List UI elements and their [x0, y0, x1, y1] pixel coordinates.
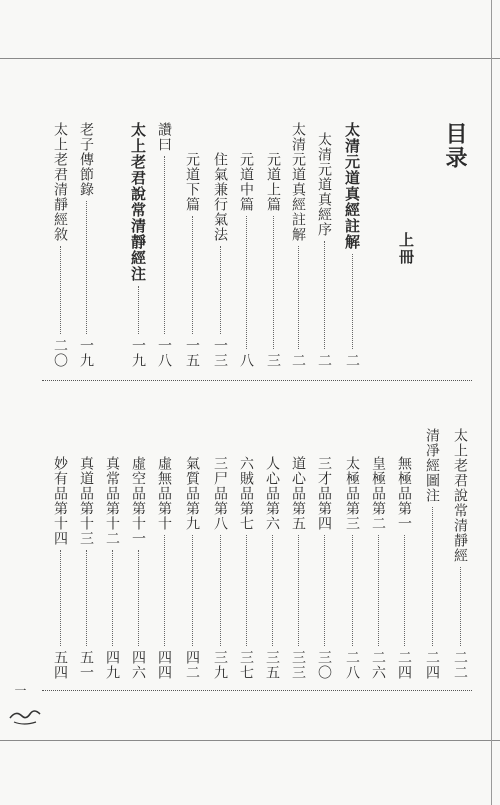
leader-dots: [164, 156, 165, 334]
toc-entry-title: 清凈經圖注: [424, 428, 440, 503]
leader-dots: [246, 216, 247, 349]
page-edge: [491, 0, 492, 805]
toc-entry-title: 太上老君清靜經敘: [52, 122, 68, 242]
toc-entry-page: 二〇: [52, 338, 68, 368]
toc-entry: [212, 152, 228, 368]
toc-entry: [290, 456, 306, 680]
toc-entry: [130, 122, 146, 368]
toc-entry-page: 三〇: [316, 650, 332, 680]
leader-dots: [460, 567, 461, 646]
bottom-divider: [42, 690, 472, 691]
leader-dots: [138, 286, 139, 334]
toc-entry-title: 太清元道真經序: [316, 132, 332, 237]
toc-entry: [52, 122, 68, 368]
toc-entry-page: 四四: [156, 650, 172, 680]
toc-entry-page: 五一: [78, 650, 94, 680]
toc-entry: [184, 456, 200, 680]
toc-entry-page: 三: [265, 353, 281, 368]
toc-entry-page: 二八: [344, 650, 360, 680]
leader-dots: [220, 535, 221, 646]
toc-entry-page: 五四: [52, 650, 68, 680]
leader-dots: [138, 550, 139, 646]
leader-dots: [192, 216, 193, 334]
toc-entry-title: 老子傳節錄: [78, 122, 94, 197]
toc-entry-page: 二四: [424, 650, 440, 680]
toc-heading: 目录: [442, 122, 468, 170]
folio-ornament: [8, 700, 42, 728]
toc-entry: [156, 122, 172, 368]
toc-entry-title: 元道中篇: [238, 152, 254, 212]
volume-label: 上冊: [397, 232, 415, 266]
leader-dots: [352, 254, 353, 349]
toc-entry-page: 三七: [238, 650, 254, 680]
toc-entry-title: 虛無品第十: [156, 456, 172, 531]
toc-entry-page: 二二: [452, 650, 468, 680]
toc-entry-page: 一九: [130, 338, 146, 368]
toc-entry-title: 太清元道真經註解: [343, 122, 361, 250]
toc-entry: [370, 456, 386, 680]
toc-entry-title: 道心品第五: [290, 456, 306, 531]
folio-number: 一: [13, 684, 27, 696]
toc-entry-title: 人心品第六: [264, 456, 280, 531]
toc-entry-page: 二: [290, 353, 306, 368]
toc-entry-title: 六賊品第七: [238, 456, 254, 531]
toc-entry-page: 二六: [370, 650, 386, 680]
leader-dots: [164, 535, 165, 646]
toc-entry-title: 三才品第四: [316, 456, 332, 531]
toc-entry: [264, 456, 280, 680]
toc-entry: [344, 456, 360, 680]
toc-entry: [424, 428, 440, 680]
toc-entry-page: 四二: [184, 650, 200, 680]
toc-entry-title: 三尸品第八: [212, 456, 228, 531]
toc-entry: [344, 122, 360, 368]
toc-entry-page: 八: [238, 353, 254, 368]
leader-dots: [86, 550, 87, 646]
toc-entry: [265, 152, 281, 368]
leader-dots: [86, 201, 87, 334]
toc-entry-title: 氣質品第九: [184, 456, 200, 531]
toc-entry-page: 三五: [264, 650, 280, 680]
toc-entry: [238, 456, 254, 680]
leader-dots: [112, 550, 113, 646]
toc-entry: [78, 122, 94, 368]
toc-entry: [238, 152, 254, 368]
toc-entry: [78, 456, 94, 680]
bottom-rule: [0, 740, 500, 741]
toc-entry-title: 住氣兼行氣法: [212, 152, 228, 242]
toc-entry-page: 一九: [78, 338, 94, 368]
toc-entry-title: 太上老君說常清靜經: [452, 428, 468, 563]
toc-entry-title: 元道上篇: [265, 152, 281, 212]
toc-entry-title: 太清元道真經註解: [290, 122, 306, 242]
leader-dots: [272, 535, 273, 646]
leader-dots: [378, 535, 379, 646]
toc-entry-page: 三九: [212, 650, 228, 680]
toc-entry: [316, 456, 332, 680]
leader-dots: [298, 535, 299, 646]
toc-entry: [130, 456, 146, 680]
toc-entry: [184, 152, 200, 368]
leader-dots: [404, 535, 405, 646]
toc-entry-title: 虛空品第十一: [130, 456, 146, 546]
leader-dots: [60, 550, 61, 646]
toc-entry-title: 妙有品第十四: [52, 456, 68, 546]
leader-dots: [246, 535, 247, 646]
toc-entry-page: 三三: [290, 650, 306, 680]
toc-entry-title: 無極品第一: [396, 456, 412, 531]
leader-dots: [324, 241, 325, 349]
toc-entry: [52, 456, 68, 680]
toc-entry-page: 四九: [104, 650, 120, 680]
toc-entry-title: 太上老君說常清靜經注: [129, 122, 147, 282]
toc-entry-title: 讚曰: [156, 122, 172, 152]
leader-dots: [298, 246, 299, 349]
toc-entry-page: 二: [316, 353, 332, 368]
toc-entry-page: 二四: [396, 650, 412, 680]
leader-dots: [273, 216, 274, 349]
toc-entry-title: 太極品第三: [344, 456, 360, 531]
leader-dots: [324, 535, 325, 646]
toc-entry-page: 一三: [212, 338, 228, 368]
toc-entry-page: 二: [344, 353, 360, 368]
toc-entry-page: 一五: [184, 338, 200, 368]
leader-dots: [60, 246, 61, 334]
toc-entry: [104, 456, 120, 680]
toc-entry-title: 真常品第十二: [104, 456, 120, 546]
toc-entry: [290, 122, 306, 368]
toc-entry-page: 四六: [130, 650, 146, 680]
toc-entry: [396, 456, 412, 680]
leader-dots: [432, 507, 433, 646]
toc-entry: [212, 456, 228, 680]
toc-entry-title: 真道品第十三: [78, 456, 94, 546]
leader-dots: [352, 535, 353, 646]
toc-entry: [452, 428, 468, 680]
toc-entry-page: 一八: [156, 338, 172, 368]
top-rule: [0, 58, 500, 59]
toc-entry-title: 元道下篇: [184, 152, 200, 212]
leader-dots: [192, 535, 193, 646]
section-divider: [42, 380, 472, 381]
leader-dots: [220, 246, 221, 334]
toc-entry-title: 皇極品第二: [370, 456, 386, 531]
toc-entry: [156, 456, 172, 680]
toc-entry: [316, 132, 332, 368]
